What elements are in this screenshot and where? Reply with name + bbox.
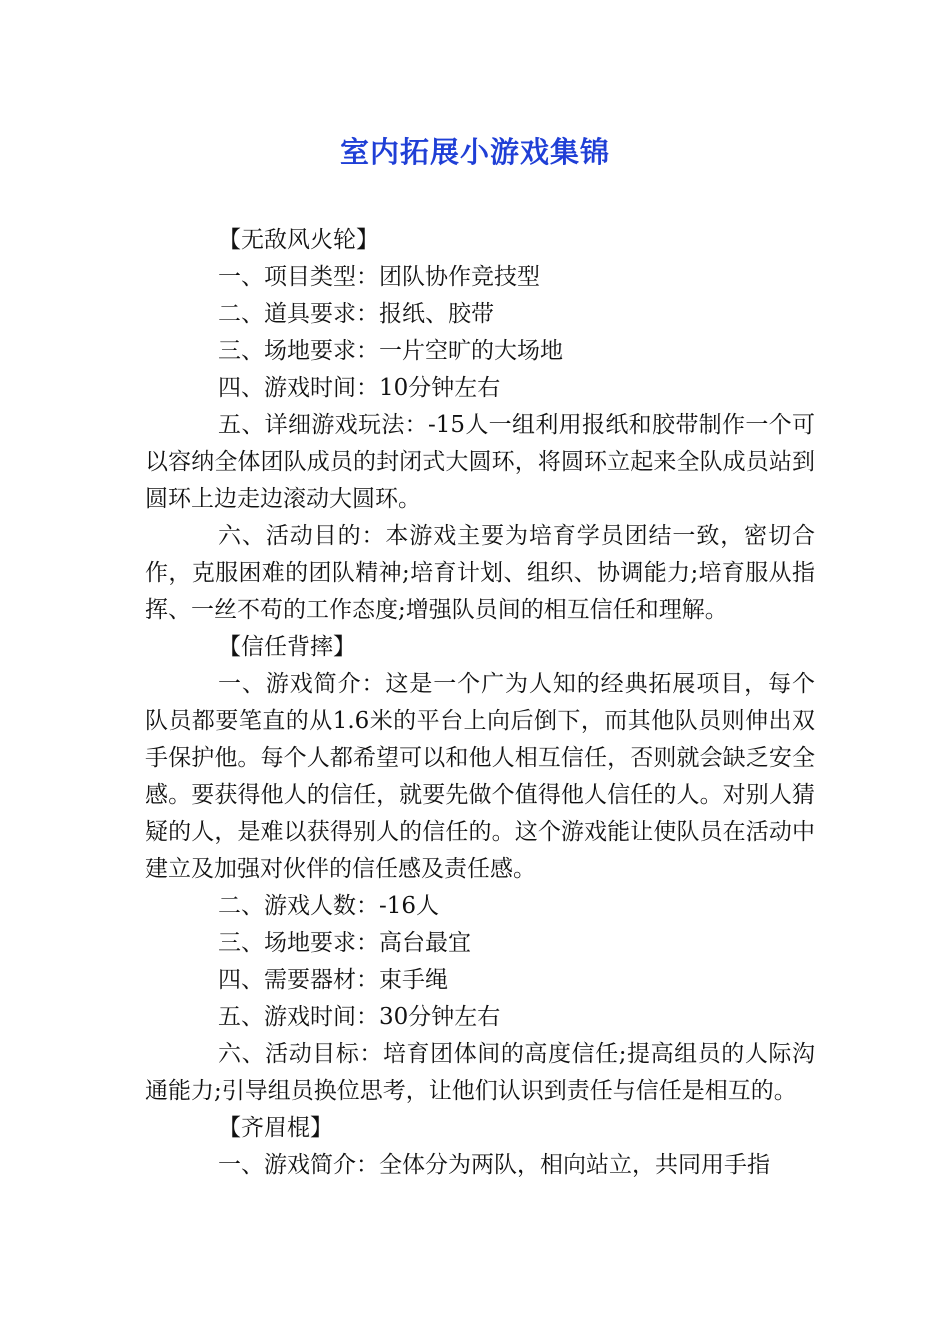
paragraph: 一、项目类型：团队协作竞技型: [218, 264, 540, 290]
paragraph: 四、游戏时间：10分钟左右: [218, 375, 501, 401]
document-body: [145, 222, 815, 1184]
paragraph: 六、活动目的：本游戏主要为培育学员团结一致，密切合作，克服困难的团队精神;培育计划、组织、协调能力;培育服从指挥、一丝不苟的工作态度;增强队员间的相互信任和理解。: [145, 523, 815, 623]
document-title: 室内拓展小游戏集锦: [339, 135, 610, 169]
paragraph: 三、场地要求：一片空旷的大场地: [218, 338, 563, 364]
section-heading: 【齐眉棍】: [218, 1115, 333, 1141]
paragraph: 五、游戏时间：30分钟左右: [218, 1004, 501, 1030]
paragraph: 一、游戏简介：全体分为两队，相向站立，共同用手指: [218, 1152, 770, 1178]
paragraph: 一、游戏简介：这是一个广为人知的经典拓展项目，每个队员都要笔直的从1.6米的平台上向后倒下，而其他队员则伸出双手保护他。每个人都希望可以和他人相互信任，否则就会缺乏安全感。要获得他人的信任，就要先做个值得他人信任的人。对别人猜疑的人，是难以获得别人的信任的。这个游戏能让使队员在活动中建立及加强对伙伴的信任感及责任感。: [145, 671, 815, 882]
paragraph: 四、需要器材：束手绳: [218, 967, 448, 993]
section-heading: 【无敌风火轮】: [218, 227, 379, 253]
paragraph: 二、道具要求：报纸、胶带: [218, 301, 494, 327]
paragraph: 二、游戏人数：-16人: [218, 893, 440, 919]
section-heading: 【信任背摔】: [218, 634, 356, 660]
paragraph: 五、详细游戏玩法：-15人一组利用报纸和胶带制作一个可以容纳全体团队成员的封闭式大圆环，将圆环立起来全队成员站到圆环上边走边滚动大圆环。: [145, 412, 815, 512]
paragraph: 三、场地要求：高台最宜: [218, 930, 471, 956]
paragraph: 六、活动目标：培育团体间的高度信任;提高组员的人际沟通能力;引导组员换位思考，让他们认识到责任与信任是相互的。: [145, 1041, 815, 1104]
